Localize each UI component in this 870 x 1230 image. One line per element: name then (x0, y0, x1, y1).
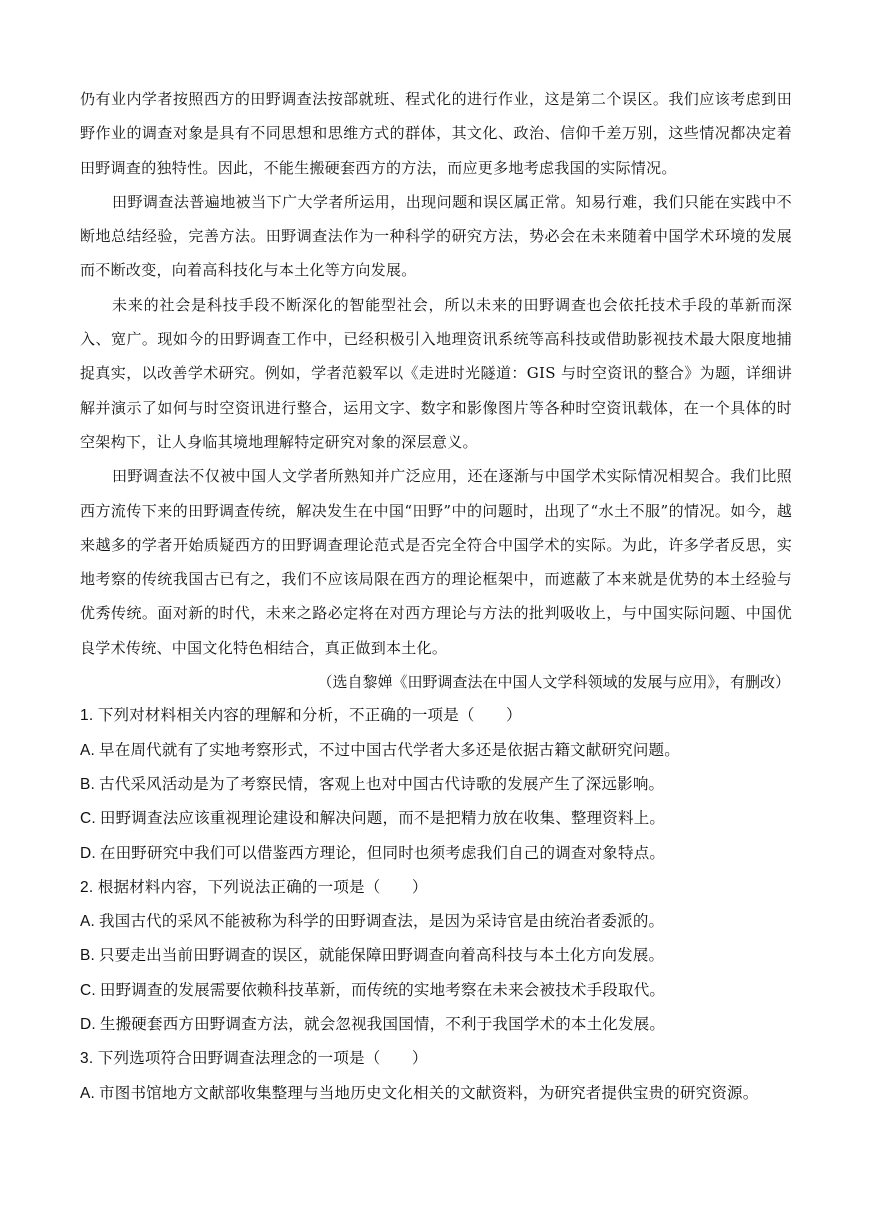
option-letter: B. (80, 775, 96, 793)
option-letter: A. (80, 741, 96, 759)
option-letter: C. (80, 810, 96, 828)
question-stem: 2. 根据材料内容，下列说法正确的一项是（ ） (80, 878, 428, 896)
question-stem: 3. 下列选项符合田野调查法理念的一项是（ ） (80, 1050, 428, 1068)
paragraph-1: 仍有业内学者按照西方的田野调查法按部就班、程式化的进行作业，这是第二个误区。我们应该考虑到田野作业的调查对象是具有不同思想和思维方式的群体，其文化、政治、信仰千差万别，这些情况都决定着田野调查的独特性。因此，不能生搬硬套西方的方法，而应更多地考虑我国的实际情况。 (80, 90, 792, 177)
question-stem: 1. 下列对材料相关内容的理解和分析，不正确的一项是（ ） (80, 707, 522, 725)
option-text: 生搬硬套西方田野调查方法，就会忽视我国国情，不利于我国学术的本土化发展。 (99, 1016, 666, 1034)
option-letter: C. (80, 981, 96, 999)
option-text: 早在周代就有了实地考察形式，不过中国古代学者大多还是依据古籍文献研究问题。 (99, 741, 680, 759)
option-text: 在田野研究中我们可以借鉴西方理论，但同时也须考虑我们自己的调查对象特点。 (99, 844, 666, 862)
question-1 (80, 699, 792, 870)
option-a (80, 905, 792, 939)
question-3 (80, 1042, 792, 1111)
option-text: 田野调查的发展需要依赖科技革新，而传统的实地考察在未来会被技术手段取代。 (99, 981, 666, 999)
source-citation: （选自黎婵《田野调查法在中国人文学科领域的发展与应用》，有删改） (317, 673, 790, 692)
option-letter: D. (80, 844, 96, 862)
option-d (80, 837, 792, 871)
option-c (80, 974, 792, 1008)
paragraph-2: 田野调查法普遍地被当下广大学者所运用，出现问题和误区属正常。知易行难，我们只能在实践中不断地总结经验，完善方法。田野调查法作为一种科学的研究方法，势必会在未来随着中国学术环境的发展而不断改变，向着高科技化与本土化等方向发展。 (80, 192, 792, 280)
option-letter: A. (80, 913, 96, 931)
option-c (80, 802, 792, 836)
option-text: 只要走出当前田野调查的误区，就能保障田野调查向着高科技与本土化方向发展。 (99, 947, 665, 965)
option-b (80, 768, 792, 802)
option-b (80, 939, 792, 973)
option-text: 田野调查法应该重视理论建设和解决问题，而不是把精力放在收集、整理资料上。 (99, 810, 666, 828)
paragraph-4: 田野调查法不仅被中国人文学者所熟知并广泛应用，还在逐渐与中国学术实际情况相契合。我们比照西方流传下来的田野调查传统，解决发生在中国“田野”中的问题时，出现了“水土不服”的情况。如今，越来越多的学者开始质疑西方的田野调查理论范式是否完全符合中国学术的实际。为此，许多学者反思，实地考察的传统我国古已有之，我们不应该局限在西方的理论框架中，而遮蔽了本来就是优势的本土经验与优秀传统。面对新的时代，未来之路必定将在对西方理论与方法的批判吸收上，与中国实际问题、中国优良学术传统、中国文化特色相结合，真正做到本土化。 (80, 467, 792, 657)
option-text: 我国古代的采风不能被称为科学的田野调查法，是因为采诗官是由统治者委派的。 (99, 913, 665, 931)
option-text: 古代采风活动是为了考察民情，客观上也对中国古代诗歌的发展产生了深远影响。 (99, 775, 665, 793)
paragraph-3: 未来的社会是科技手段不断深化的智能型社会，所以未来的田野调查也会依托技术手段的革新而深入、宽广。现如今的田野调查工作中，已经积极引入地理资讯系统等高科技或借助影视技术最大限度地捕捉真实，以改善学术研究。例如，学者范毅军以《走进时光隧道：GIS 与时空资讯的整合》为题，详细讲解并演示了如何与时空资讯进行整合，运用文字、数字和影像图片等各种时空资讯载体，在一个具体的时空架构下，让人身临其境地理解特定研究对象的深层意义。 (80, 295, 792, 451)
option-text: 市图书馆地方文献部收集整理与当地历史文化相关的文献资料，为研究者提供宝贵的研究资源。 (99, 1084, 759, 1102)
question-2 (80, 871, 792, 1042)
option-letter: D. (80, 1016, 96, 1034)
option-a (80, 734, 792, 768)
option-letter: A. (80, 1084, 96, 1102)
option-letter: B. (80, 947, 96, 965)
option-a (80, 1077, 792, 1111)
option-d (80, 1008, 792, 1042)
